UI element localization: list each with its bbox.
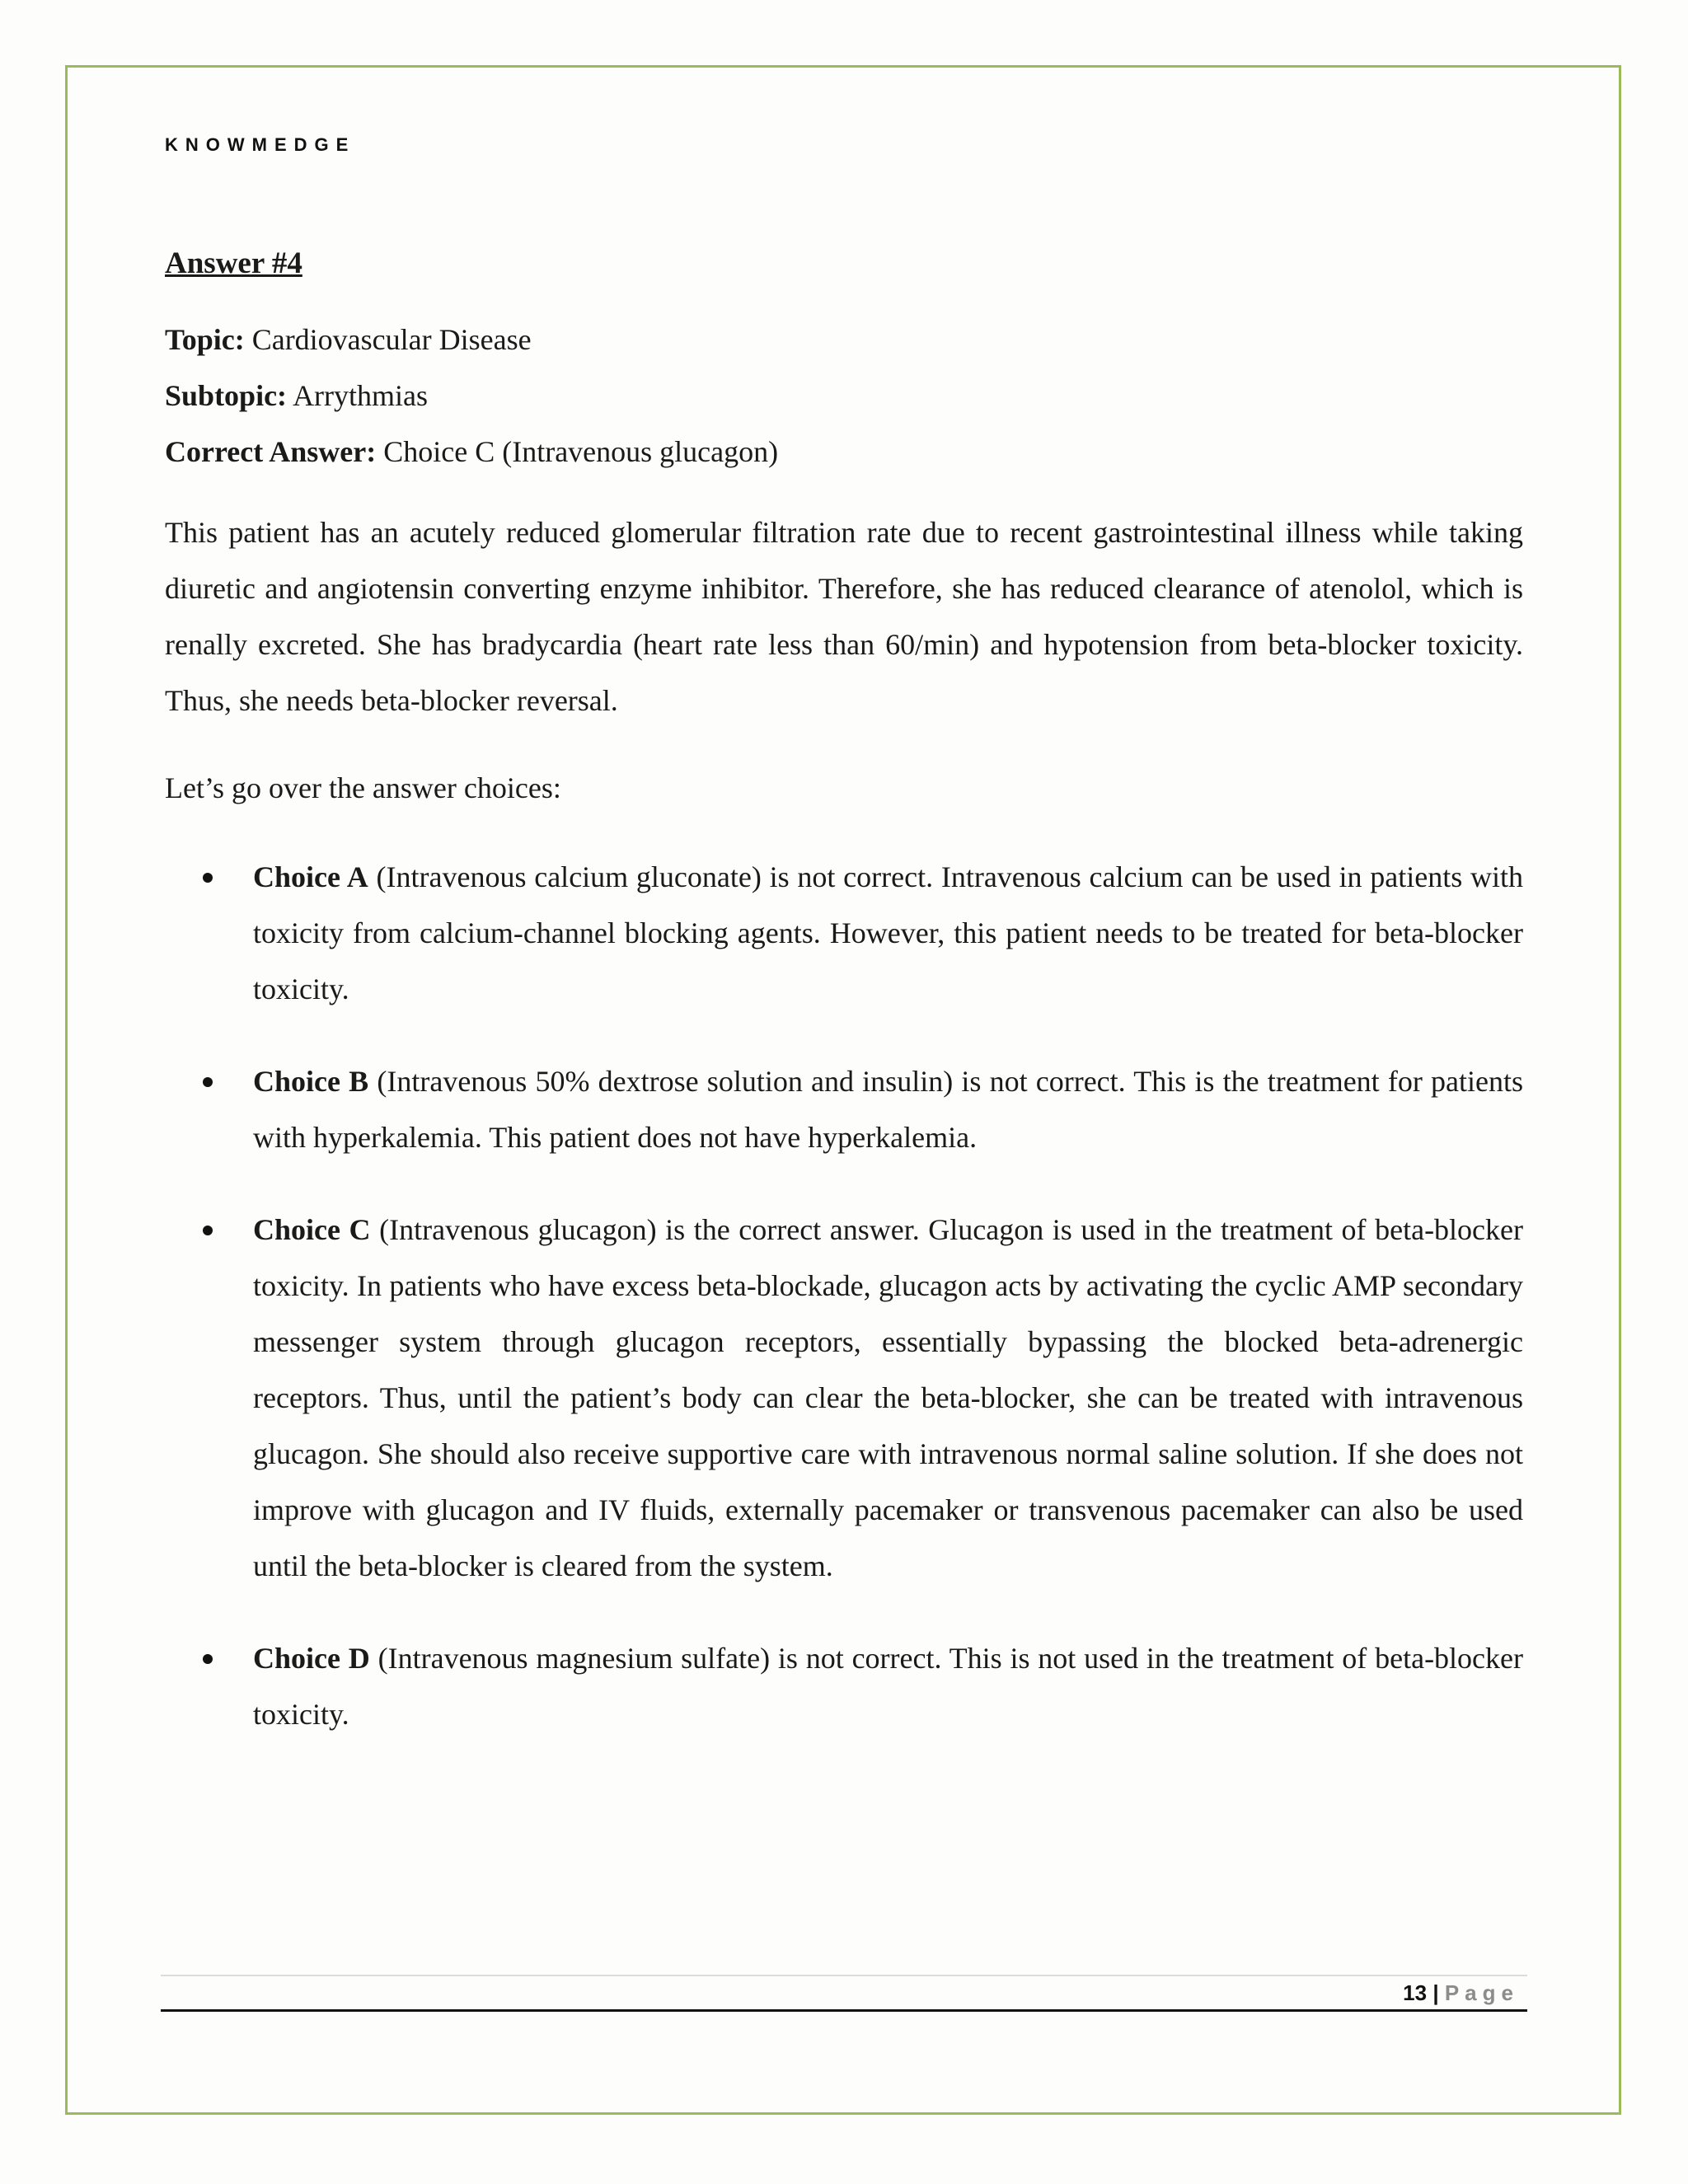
list-item <box>165 849 1523 1017</box>
explanation-paragraph: This patient has an acutely reduced glomerular filtration rate due to recent gastrointestinal illness while taking diuretic and angiotensin converting enzyme inhibitor. Therefore, she has reduced clearance of atenolol, which is renally excreted. She has bradycardia (heart rate less than 60/min) and hypotension from beta-blocker toxicity. Thus, she needs beta-blocker reversal. <box>165 516 1523 717</box>
page-separator: | <box>1432 1980 1439 2005</box>
choice-text: (Intravenous 50% dextrose solution and insulin) is not correct. This is the treatment for patients with hyperkalemia. This patient does not have hyperkalemia. <box>253 1065 1524 1154</box>
topic-value: Cardiovascular Disease <box>251 323 532 356</box>
page-number-value: 13 <box>1403 1980 1428 2005</box>
choice-text: (Intravenous glucagon) is the correct answer. Glucagon is used in the treatment of beta-blocker toxicity. In patients who have excess beta-blockade, glucagon acts by activating the cyclic AMP secondary messenger system through glucagon receptors, essentially bypassing the blocked beta-adrenergic receptors. Thus, until the patient’s body can clear the beta-blocker, she can be treated with intravenous glucagon. She should also receive supportive care with intravenous normal saline solution. If she does not improve with glucagon and IV fluids, externally pacemaker or transvenous pacemaker can also be used until the beta-blocker is cleared from the system. <box>253 1213 1523 1582</box>
choice-text: (Intravenous magnesium sulfate) is not correct. This is not used in the treatment of beta-blocker toxicity. <box>253 1642 1523 1731</box>
topic-label: Topic: <box>165 323 245 356</box>
footer-divider-light <box>161 1975 1527 1976</box>
bullet-icon <box>203 1077 213 1087</box>
list-item <box>165 1202 1523 1594</box>
page-number <box>1403 1980 1519 2006</box>
choices-intro: Let’s go over the answer choices: <box>165 771 561 804</box>
correct-answer-line <box>165 424 1523 480</box>
subtopic-value: Arrythmias <box>293 379 429 412</box>
document-content <box>165 239 1523 1779</box>
page-word: Page <box>1444 1980 1519 2005</box>
choices-list <box>165 849 1523 1742</box>
choice-text: (Intravenous calcium gluconate) is not correct. Intravenous calcium can be used in patients with toxicity from calcium-channel blocking agents. However, this patient needs to be treated for beta-blocker toxicity. <box>253 860 1523 1005</box>
subtopic-line <box>165 368 1523 424</box>
correct-answer-value: Choice C (Intravenous glucagon) <box>383 435 779 468</box>
bullet-icon <box>203 1226 213 1235</box>
bullet-icon <box>203 1654 213 1664</box>
subtopic-label: Subtopic: <box>165 379 288 412</box>
choice-label: Choice A <box>253 860 368 893</box>
choice-label: Choice C <box>253 1213 371 1246</box>
correct-answer-label: Correct Answer: <box>165 435 377 468</box>
bullet-icon <box>203 873 213 883</box>
footer-divider <box>161 2009 1527 2012</box>
topic-line <box>165 312 1523 368</box>
list-item <box>165 1053 1523 1165</box>
choice-label: Choice B <box>253 1065 369 1098</box>
list-item <box>165 1630 1523 1742</box>
choice-label: Choice D <box>253 1642 370 1675</box>
answer-heading: Answer #4 <box>165 246 302 280</box>
brand-header: KNOWMEDGE <box>165 134 356 155</box>
